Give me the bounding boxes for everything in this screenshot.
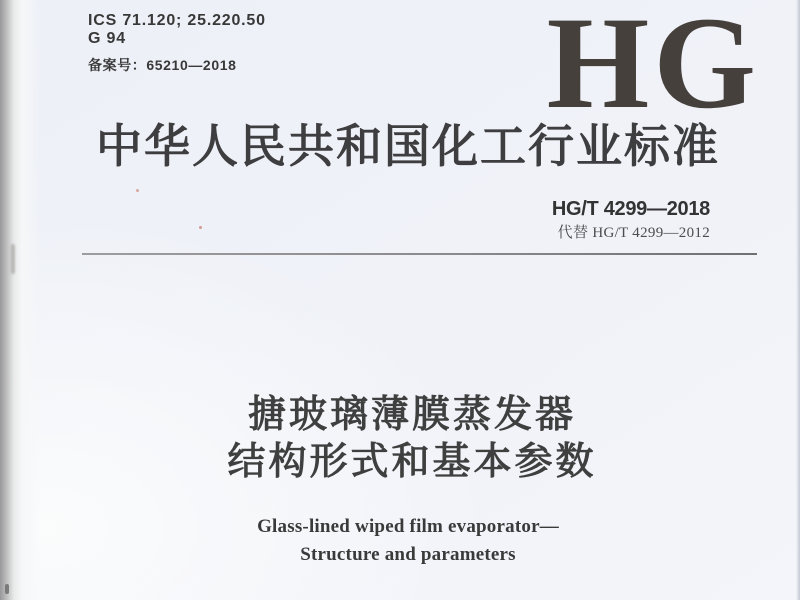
doc-title-cn	[12, 392, 800, 486]
scan-edge-left	[0, 0, 40, 600]
standard-number-block	[552, 198, 710, 242]
doc-title-en-line1: Glass-lined wiped film evaporator—	[257, 516, 559, 537]
doc-title-cn-line2: 结构形式和基本参数	[227, 441, 597, 483]
scan-smudge-left	[11, 244, 15, 274]
scan-speck	[199, 226, 202, 229]
standard-org-title: 中华人民共和国化工行业标准	[96, 121, 720, 172]
header-rule	[82, 253, 757, 255]
doc-title-en-line2: Structure and parameters	[300, 544, 516, 565]
classification-code: G 94	[88, 30, 126, 47]
scan-speck	[136, 189, 139, 192]
meta-block	[88, 12, 266, 74]
doc-title-cn-line1: 搪玻璃薄膜蒸发器	[247, 394, 576, 436]
standard-number: HG/T 4299—2018	[551, 198, 710, 220]
record-number: 备案号：65210—2018	[88, 57, 237, 73]
replaced-standard-note: 代替 HG/T 4299—2012	[557, 225, 710, 241]
hg-logo: HG	[546, 0, 760, 136]
ics-code: ICS 71.120; 25.220.50	[88, 12, 266, 29]
doc-title-en	[8, 513, 800, 569]
scan-mark-bottom-left	[5, 584, 9, 594]
scan-edge-right	[796, 0, 800, 600]
